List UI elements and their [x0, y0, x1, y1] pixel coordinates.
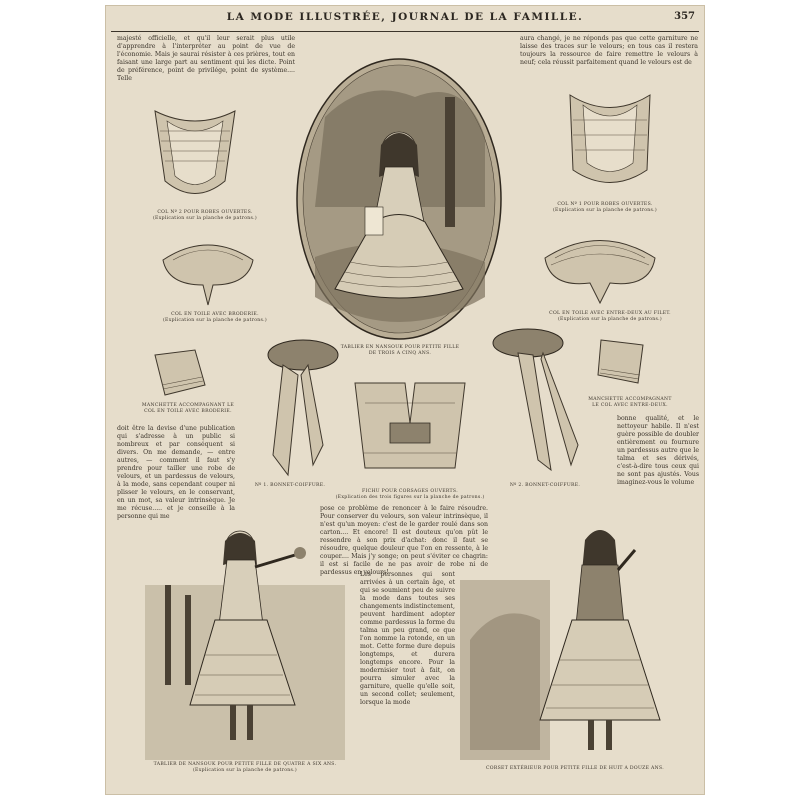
collar-no1-illustration	[555, 85, 665, 200]
page-number: 357	[674, 11, 695, 22]
caption-tablier-large-sub: (Explication sur la planche de patrons.)	[192, 768, 298, 773]
cuff-right-illustration	[593, 335, 653, 390]
caption-col-2-left-sub: (Explication sur la planche de patrons.)	[152, 216, 258, 221]
girl-apron-illustration	[145, 505, 345, 760]
caption-col-filet-sub: (Explication sur la planche de patrons.)	[557, 317, 663, 322]
caption-corset: CORSET EXTÉRIEUR POUR PETITE FILLE DE HUIT A DOUZE ANS.	[485, 766, 665, 771]
caption-col-1-right-sub: (Explication sur la planche de patrons.)	[552, 208, 658, 213]
caption-fichu-sub: (Explication des trois figures sur la planche de patrons.)	[335, 495, 485, 500]
text-block-center-column: Les personnes qui sont arrivées à un certain âge, et qui se soumient peu de suivre la mode dans toutes ses changements indistinctement, peuvent hardiment adopter comme pardessus la forme du talma un peu grand, ce que l'on nomme la rotonde, en un mot. Cette forme dure depuis longtemps, et durera longtemps encore. Pour la modernisier tout à fait, on pourra simuler avec la garniture, quelle qu'elle soit, un second collet; seulement, lorsque la mode	[360, 571, 455, 706]
caption-fichu: FICHU POUR CORSAGES OUVERTS.	[362, 489, 458, 494]
caption-manchette-left: MANCHETTE ACCOMPAGNANT LE	[141, 403, 235, 408]
text-block-top-right: aura changé, je ne réponds pas que cette garniture ne laisse des traces sur le velours; en tous cas il restera toujours la ressource de faire remettre le velours à neuf; cela réussit parfaitement quand le velours est de	[520, 35, 698, 66]
caption-bonnet-1: Nº 1. BONNET-COIFFURE.	[254, 483, 326, 488]
caption-col-broderie-sub: (Explication sur la planche de patrons.)	[162, 318, 268, 323]
text-block-mid-right: bonne qualité, et le nettoyeur habile. Il n'est guère possible de doubler entièrement ou fournure un pardessus autre que le talma et ses dérivés, c'est-à-dire tous ceux qui ne sont pas ajustés. Vous imaginez-vous le volume	[617, 415, 699, 486]
text-block-center-intro: pose ce problème de renoncer à le faire résoudre. Pour conserver du velours, son valeur intrinsèque, il n'est qu'un moyen: c'est de le garder roulé dans son carton.... Et encore! Il est douteux qu'on pût le ressendre à son prix d'achat: donc il faut se résoudre, quelque douleur que l'on en ressente, à le couper.... Mais j'y songe; on peut s'éviter ce chagrin: il est si facile de ne pas avoir de robe ni de pardessus en velours!	[320, 505, 488, 576]
header-rule	[111, 31, 699, 32]
caption-manchette-left-sub: COL EN TOILE AVEC BRODERIE.	[144, 409, 232, 414]
caption-col-filet: COL EN TOILE AVEC ENTRE-DEUX AU FILET.	[549, 311, 671, 316]
collar-broderie-illustration	[153, 230, 263, 310]
caption-tablier-large: TABLIER DE NANSOUK POUR PETITE FILLE DE QUATRE A SIX ANS.	[153, 762, 337, 767]
girl-corset-illustration	[460, 510, 680, 760]
magazine-page	[105, 5, 705, 795]
bonnet-no1-illustration	[253, 335, 343, 480]
page-header-title: LA MODE ILLUSTRÉE, JOURNAL DE LA FAMILLE.	[226, 11, 584, 23]
collar-filet-illustration	[535, 223, 665, 308]
fichu-illustration	[345, 373, 475, 483]
cuff-left-illustration	[150, 345, 210, 400]
caption-manchette-right-sub: LE COL AVEC ENTRE-DEUX.	[592, 403, 668, 408]
caption-tablier-small: TABLIER EN NANSOUK POUR PETITE FILLE	[340, 345, 460, 350]
caption-tablier-small-sub: DE TROIS A CINQ ANS.	[368, 351, 432, 356]
caption-col-2-left: COL Nº 2 POUR ROBES OUVERTES.	[157, 210, 253, 215]
caption-manchette-right: MANCHETTE ACCOMPAGNANT	[588, 397, 672, 402]
caption-bonnet-2: Nº 2. BONNET-COIFFURE.	[509, 483, 581, 488]
caption-col-broderie: COL EN TOILE AVEC BRODERIE.	[171, 312, 259, 317]
collar-no2-illustration	[145, 101, 245, 211]
text-block-top-left: majesté officielle, et qu'il leur serait plus utile d'apprendre à l'interpréter au point de vue de l'économie. Mais je saurai résister à ces prières, tout en faisant une large part au sentiment qui les dicte. Point de préférence, point de privilége, point de système.... Telle	[117, 35, 295, 82]
text-block-mid-left: doit être la devise d'une publication qui s'adresse à un public si nombreux et par conséquent si divers. On me demande, — entre autres, — comment il faut s'y prendre pour tailler une robe de velours, et un pardessus de velours, à la mode, sans cependant couper ni plisser le velours, en le conservant, en un mot, sa valeur intrinsèque. Je me récuse..... et je conseille à la personne qui me	[117, 425, 235, 520]
caption-col-1-right: COL Nº 1 POUR ROBES OUVERTES.	[557, 202, 653, 207]
oval-girl-illustration	[295, 57, 503, 342]
